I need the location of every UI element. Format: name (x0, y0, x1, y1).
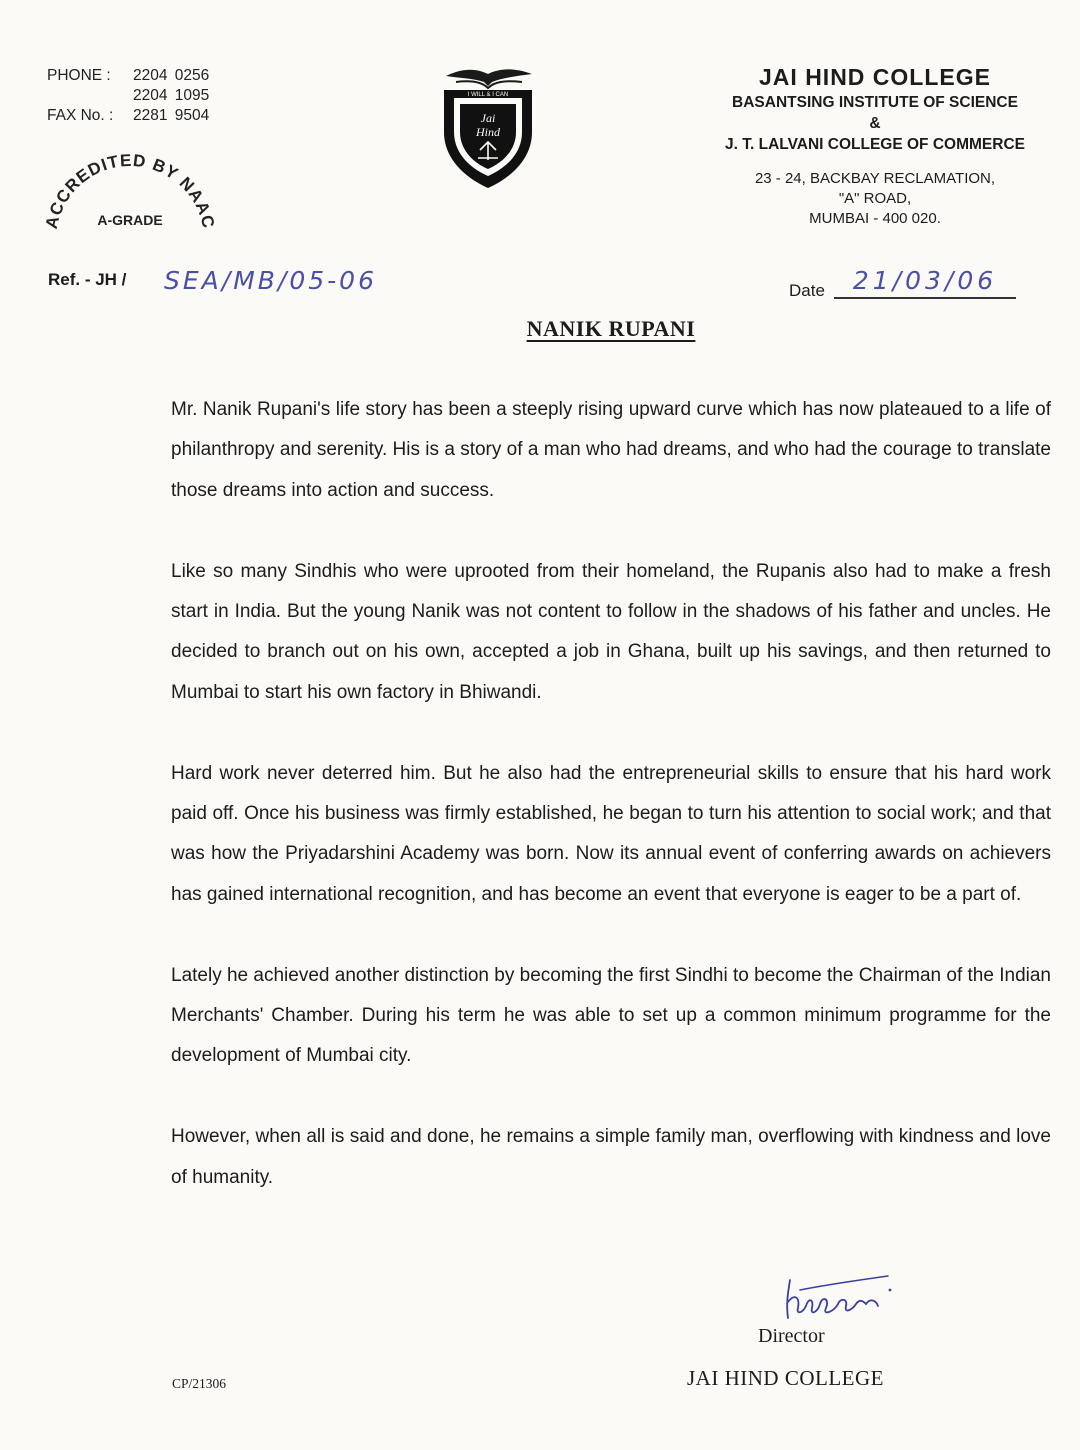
paragraph-2: Like so many Sindhis who were uprooted from their homeland, the Rupanis also had to make a fresh start in India. But the young Nanik was not content to follow in the shadows of his father and uncles. He decided to branch out on his own, accepted a job in Ghana, built up his savings, and then returned to Mumbai to start his own factory in Bhiwandi. (171, 560, 1051, 703)
college-name: JAI HIND COLLEGE (759, 64, 991, 90)
footer-document-code: CP/21306 (172, 1376, 227, 1391)
signatory-title: Director (758, 1325, 825, 1347)
paragraph-4: Lately he achieved another distinction by becoming the first Sindhi to become the Chairman of the Indian Merchants' Chamber. During his term he was able to set up a common minimum programme for the development of Mumbai city. (171, 964, 1051, 1067)
naac-arc-text: ACCREDITED BY NAAC (41, 150, 219, 231)
signatory-organization: JAI HIND COLLEGE (687, 1366, 884, 1390)
contact-block (47, 66, 209, 126)
reference-handwritten: SEA/MB/05-06 (164, 266, 377, 295)
crest-name-line-1: Jai (480, 111, 496, 125)
phone-number-2: 2204 1095 (133, 87, 210, 104)
fax-label: FAX No. : (47, 107, 114, 124)
fax-number: 2281 9504 (133, 107, 210, 124)
date-label: Date (789, 281, 825, 300)
phone-number-1: 2204 0256 (133, 67, 210, 84)
reference-label: Ref. - JH / (48, 270, 127, 289)
naac-grade: A-GRADE (97, 212, 163, 228)
address-line-1: 23 - 24, BACKBAY RECLAMATION, (754, 170, 996, 187)
director-signature (760, 1268, 900, 1328)
phone-label: PHONE : (47, 67, 111, 84)
crest-name-line-2: Hind (476, 125, 500, 139)
address-line-2: "A" ROAD, (838, 190, 912, 207)
college-crest-logo (436, 62, 540, 190)
letter-title: NANIK RUPANI (526, 316, 696, 341)
college-subline-3: J. T. LALVANI COLLEGE OF COMMERCE (725, 136, 1025, 153)
letter-body (171, 390, 1051, 1238)
date-handwritten: 21/03/06 (834, 266, 1016, 299)
college-subline-2: & (869, 115, 881, 132)
paragraph-5: However, when all is said and done, he remains a simple family man, overflowing with kindness and love of humanity. (171, 1126, 1051, 1188)
naac-accreditation-stamp (40, 140, 220, 250)
paragraph-1: Mr. Nanik Rupani's life story has been a steeply rising upward curve which has now plateaued to a life of philanthropy and serenity. His is a story of a man who had dreams, and who had the courage to translate those dreams into action and success. (171, 399, 1051, 501)
address-line-3: MUMBAI - 400 020. (809, 210, 941, 227)
college-subline-1: BASANTSING INSTITUTE OF SCIENCE (732, 94, 1018, 111)
college-letterhead (690, 62, 1060, 229)
paragraph-3: Hard work never deterred him. But he also had the entrepreneurial skills to ensure that his hard work paid off. Once his business was firmly established, he began to turn his attention to social work; and that was how the Priyadarshini Academy was born. Now its annual event of conferring awards on achievers has gained international recognition, and has become an event that everyone is eager to be a part of. (171, 762, 1051, 905)
crest-motto: I WILL & I CAN (467, 92, 509, 98)
